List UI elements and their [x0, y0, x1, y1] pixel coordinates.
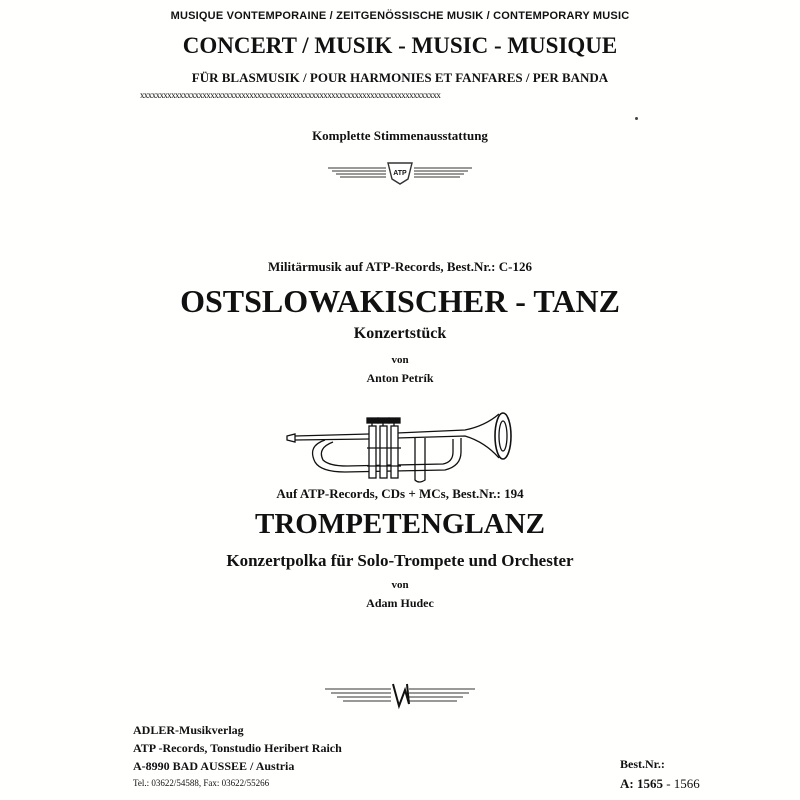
publisher-name: ADLER-Musikverlag — [133, 723, 244, 737]
piece1-title: OSTSLOWAKISCHER - TANZ — [180, 283, 620, 319]
order-label: Best.Nr.: — [620, 757, 665, 771]
piece1-by: von — [391, 354, 409, 366]
piece2-title: TROMPETENGLANZ — [254, 508, 546, 540]
order-number-secondary: - 1566 — [662, 776, 700, 791]
piece1-genre: Konzertstück — [353, 325, 447, 342]
piece1-record-note: Militärmusik auf ATP-Records, Best.Nr.: C-126 — [268, 259, 532, 274]
publisher-contact: Tel.: 03622/54588, Fax: 03622/55266 — [133, 778, 270, 788]
atp-logo-text: ATP — [393, 170, 407, 177]
paper-speck — [635, 117, 638, 120]
atp-logo-ornament — [328, 160, 472, 186]
studio-name: ATP -Records, Tonstudio Heribert Raich — [133, 741, 342, 755]
order-number-primary: A: 1565 — [620, 776, 663, 791]
publisher-address: A-8990 BAD AUSSEE / Austria — [133, 759, 295, 773]
piece1-composer: Anton Petrík — [366, 371, 434, 385]
trumpet-icon — [285, 408, 525, 484]
piece2-record-note: Auf ATP-Records, CDs + MCs, Best.Nr.: 194 — [276, 486, 524, 501]
languages-line: MUSIQUE VONTEMPORAINE / ZEITGENÖSSISCHE MUSIK / CONTEMPORARY MUSIC — [170, 10, 630, 22]
piece2-by: von — [391, 579, 409, 591]
piece2-genre: Konzertpolka für Solo-Trompete und Orchester — [226, 551, 574, 570]
publisher-logo-ornament — [325, 680, 475, 710]
order-number — [620, 776, 700, 792]
set-note: Komplette Stimmenausstattung — [312, 128, 488, 143]
main-title: CONCERT / MUSIK - MUSIC - MUSIQUE — [182, 33, 618, 58]
piece2-composer: Adam Hudec — [366, 596, 434, 610]
subtitle: FÜR BLASMUSIK / POUR HARMONIES ET FANFARES / PER BANDA — [191, 70, 609, 85]
separator-line: xxxxxxxxxxxxxxxxxxxxxxxxxxxxxxxxxxxxxxxxxxxxxxxxxxxxxxxxxxxxxxxxxxxxxxxxxxxxx — [140, 90, 441, 100]
